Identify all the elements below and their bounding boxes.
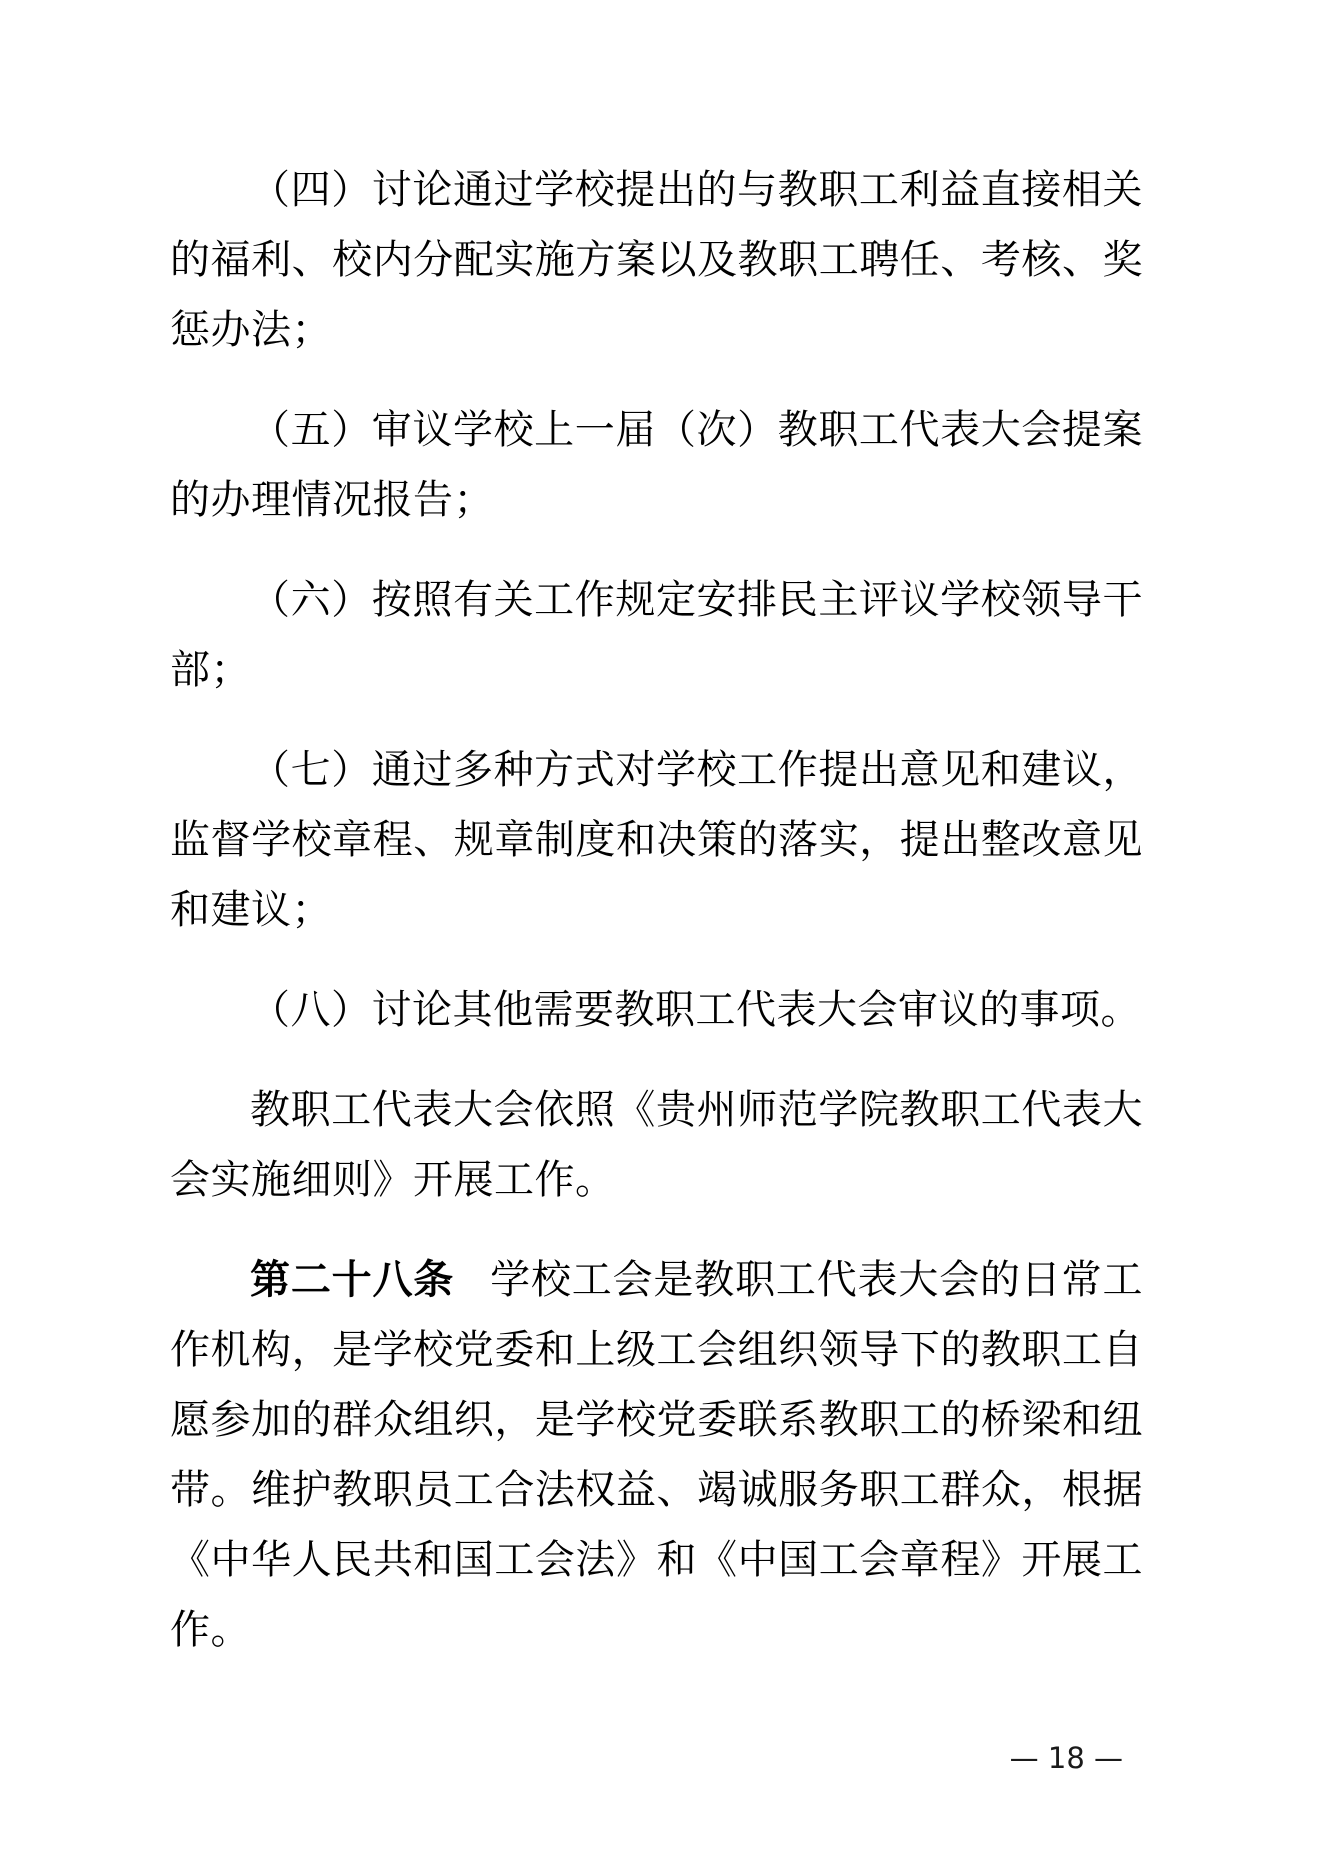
paragraph-text: （七）通过多种方式对学校工作提出意见和建议，监督学校章程、规章制度和决策的落实，提出整改意见和建议；: [170, 747, 1143, 932]
paragraph-text: 学校工会是教职工代表大会的日常工作机构，是学校党委和上级工会组织领导下的教职工自愿参加的群众组织，是学校党委联系教职工的桥梁和纽带。维护教职员工合法权益、竭诚服务职工群众，根据《中华人民共和国工会法》和《中国工会章程》开展工作。: [170, 1257, 1143, 1652]
paragraph-item-8: [170, 975, 1143, 1045]
paragraph-article-28: [170, 1245, 1143, 1665]
paragraph-item-6: [170, 565, 1143, 705]
paragraph-text: （六）按照有关工作规定安排民主评议学校领导干部；: [170, 577, 1143, 692]
paragraph-text: （四）讨论通过学校提出的与教职工利益直接相关的福利、校内分配实施方案以及教职工聘任、考核、奖惩办法；: [170, 167, 1143, 352]
paragraph-item-5: [170, 395, 1143, 535]
paragraph-text: 教职工代表大会依照《贵州师范学院教职工代表大会实施细则》开展工作。: [170, 1087, 1143, 1202]
paragraph-item-4: [170, 155, 1143, 365]
document-body: [170, 155, 1143, 1665]
article-number-label: 第二十八条: [250, 1257, 455, 1302]
paragraph-text: （八）讨论其他需要教职工代表大会审议的事项。: [250, 987, 1141, 1032]
page-number: — 18 —: [1009, 1741, 1123, 1775]
paragraph-congress-rules: [170, 1075, 1143, 1215]
paragraph-text: （五）审议学校上一届（次）教职工代表大会提案的办理情况报告；: [170, 407, 1143, 522]
paragraph-item-7: [170, 735, 1143, 945]
